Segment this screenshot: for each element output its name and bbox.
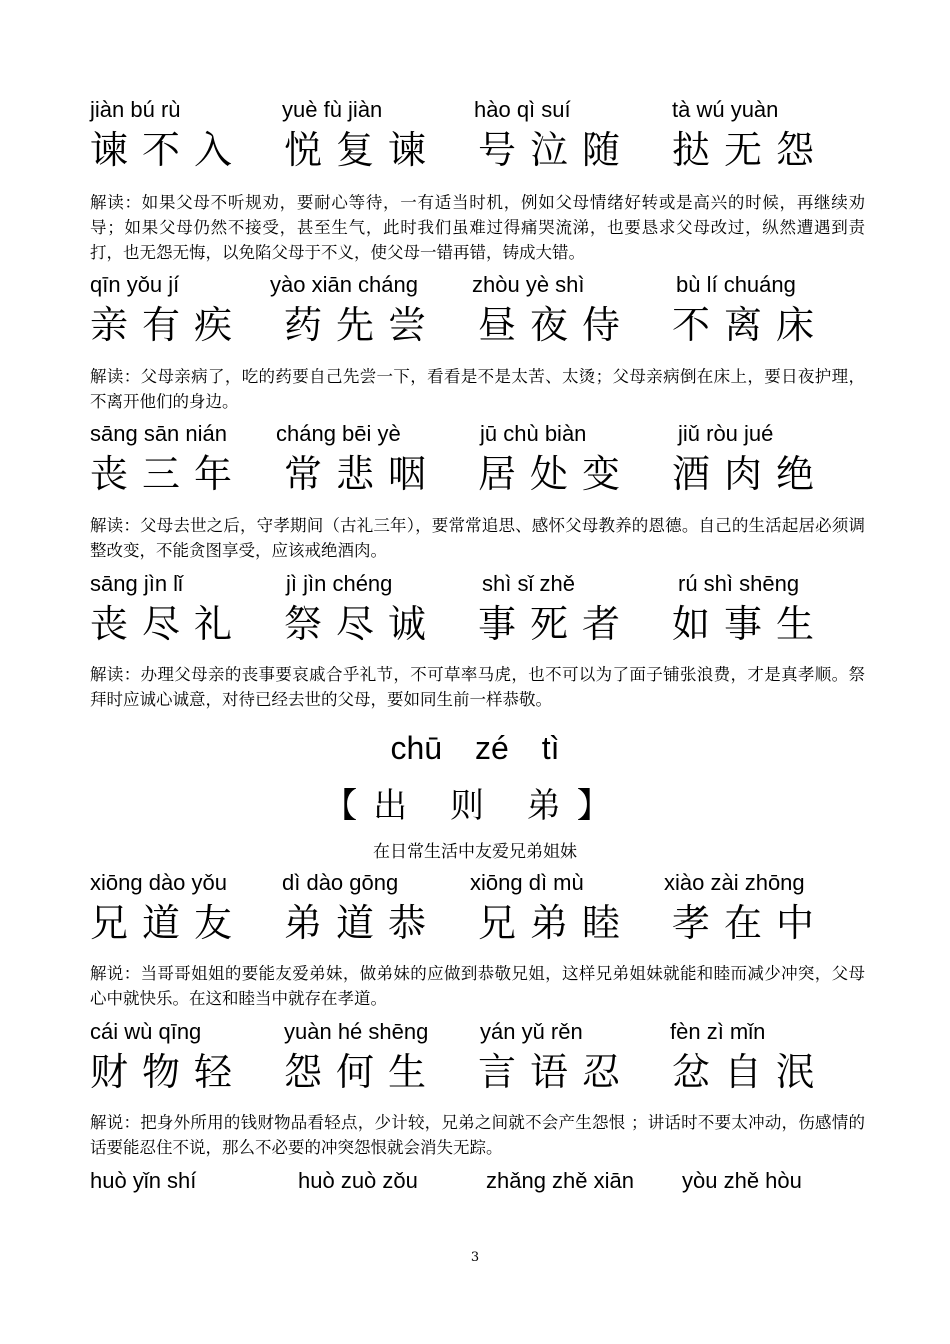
pinyin-group: jì jìn chéng (286, 571, 393, 596)
verse-note: 解读：办理父母亲的丧事要哀戚合乎礼节，不可草率马虎，也不可以为了面子铺张浪费，才是真孝顺。祭拜时应诚心诚意，对待已经去世的父母，要如同生前一样恭敬。 (90, 665, 865, 709)
pinyin-group: sāng jìn lǐ (90, 571, 183, 596)
hanzi-group: 丧尽礼 (90, 602, 247, 646)
hanzi-group: 财物轻 (90, 1050, 247, 1094)
pinyin-group: sāng sān nián (90, 421, 227, 446)
hanzi-group: 兄道友 (90, 901, 247, 945)
verse-note: 解读：父母亲病了，吃的药要自己先尝一下，看看是不是太苦、太烫；父母亲病倒在床上，要日夜护理，不离开他们的身边。 (90, 367, 865, 411)
pinyin-group: hào qì suí (474, 97, 571, 122)
pinyin-group: fèn zì mǐn (670, 1019, 766, 1044)
hanzi-row (90, 600, 870, 650)
pinyin-group: jiǔ ròu jué (678, 421, 774, 446)
pinyin-group: huò zuò zǒu (298, 1168, 418, 1193)
hanzi-row (90, 450, 870, 500)
hanzi-group: 兄弟睦 (478, 901, 635, 945)
hanzi-group: 号泣随 (478, 128, 635, 172)
section-title: 【出 则 弟】 (323, 786, 627, 826)
hanzi-group: 药先尝 (284, 303, 441, 347)
pinyin-group: yào xiān cháng (270, 272, 418, 297)
pinyin-group: yuè fù jiàn (282, 97, 383, 122)
hanzi-group: 居处变 (478, 452, 635, 496)
pinyin-group: huò yǐn shí (90, 1168, 197, 1193)
pinyin-row (90, 869, 870, 899)
pinyin-group: xiōng dào yǒu (90, 870, 227, 895)
hanzi-row (90, 126, 870, 176)
hanzi-group: 谏不入 (90, 128, 247, 172)
page-number: 3 (470, 1250, 480, 1265)
hanzi-group: 常悲咽 (284, 452, 441, 496)
pinyin-group: qīn yǒu jí (90, 272, 180, 297)
pinyin-row (90, 570, 870, 600)
hanzi-group: 孝在中 (672, 901, 829, 945)
hanzi-group: 不离床 (672, 303, 829, 347)
pinyin-group: yuàn hé shēng (284, 1019, 429, 1044)
hanzi-group: 怨何生 (284, 1050, 441, 1094)
pinyin-group: tà wú yuàn (672, 97, 779, 122)
verse-note: 解读：父母去世之后，守孝期间（古礼三年），要常常追思、感怀父母教养的恩德。自己的生活起居必须调整改变，不能贪图享受，应该戒绝酒肉。 (90, 516, 865, 560)
pinyin-group: yòu zhě hòu (682, 1168, 802, 1193)
pinyin-group: dì dào gōng (282, 870, 399, 895)
pinyin-group: shì sǐ zhě (482, 571, 575, 596)
hanzi-row (90, 301, 870, 351)
hanzi-row (90, 1048, 870, 1098)
pinyin-group: xiōng dì mù (470, 870, 584, 895)
pinyin-row (90, 1167, 870, 1197)
hanzi-group: 如事生 (672, 602, 829, 646)
section-pinyin: chū zé tì (390, 730, 560, 766)
hanzi-group: 祭尽诚 (284, 602, 441, 646)
verse-note: 解读：如果父母不听规劝，要耐心等待，一有适当时机，例如父母情绪好转或是高兴的时候，再继续劝导；如果父母仍然不接受，甚至生气，此时我们虽难过得痛哭流涕，也要恳求父母改过，纵然遭遇到责打，也无怨无悔，以免陷父母于不义，使父母一错再错，铸成大错。 (90, 193, 865, 262)
pinyin-group: xiào zài zhōng (664, 870, 805, 895)
hanzi-group: 挞无怨 (672, 128, 829, 172)
pinyin-group: rú shì shēng (678, 571, 800, 596)
pinyin-group: yán yǔ rěn (480, 1019, 583, 1044)
verse-note: 解说：当哥哥姐姐的要能友爱弟妹，做弟妹的应做到恭敬兄姐，这样兄弟姐妹就能和睦而减少冲突，父母心中就快乐。在这和睦当中就存在孝道。 (90, 964, 865, 1008)
verse-note: 解说：把身外所用的钱财物品看轻点，少计较，兄弟之间就不会产生怨恨 ；讲话时不要太冲动，伤感情的话要能忍住不说，那么不必要的冲突怨恨就会消失无踪。 (90, 1113, 865, 1157)
hanzi-row (90, 899, 870, 949)
pinyin-group: cái wù qīng (90, 1019, 202, 1044)
pinyin-group: cháng bēi yè (276, 421, 401, 446)
hanzi-group: 丧三年 (90, 452, 247, 496)
hanzi-group: 弟道恭 (284, 901, 441, 945)
pinyin-group: zhòu yè shì (472, 272, 585, 297)
hanzi-group: 言语忍 (478, 1050, 635, 1094)
hanzi-group: 昼夜侍 (478, 303, 635, 347)
pinyin-row (90, 96, 870, 126)
hanzi-group: 酒肉绝 (672, 452, 829, 496)
hanzi-group: 亲有疾 (90, 303, 247, 347)
hanzi-group: 事死者 (478, 602, 635, 646)
pinyin-group: bù lí chuáng (676, 272, 796, 297)
pinyin-group: jiàn bú rù (90, 97, 181, 122)
pinyin-row (90, 271, 870, 301)
section-subtitle: 在日常生活中友爱兄弟姐妹 (373, 842, 577, 862)
hanzi-group: 忿自泯 (672, 1050, 829, 1094)
pinyin-row (90, 1018, 870, 1048)
hanzi-group: 悦复谏 (284, 128, 441, 172)
pinyin-group: zhǎng zhě xiān (486, 1168, 634, 1193)
pinyin-row (90, 420, 870, 450)
pinyin-group: jū chù biàn (480, 421, 587, 446)
